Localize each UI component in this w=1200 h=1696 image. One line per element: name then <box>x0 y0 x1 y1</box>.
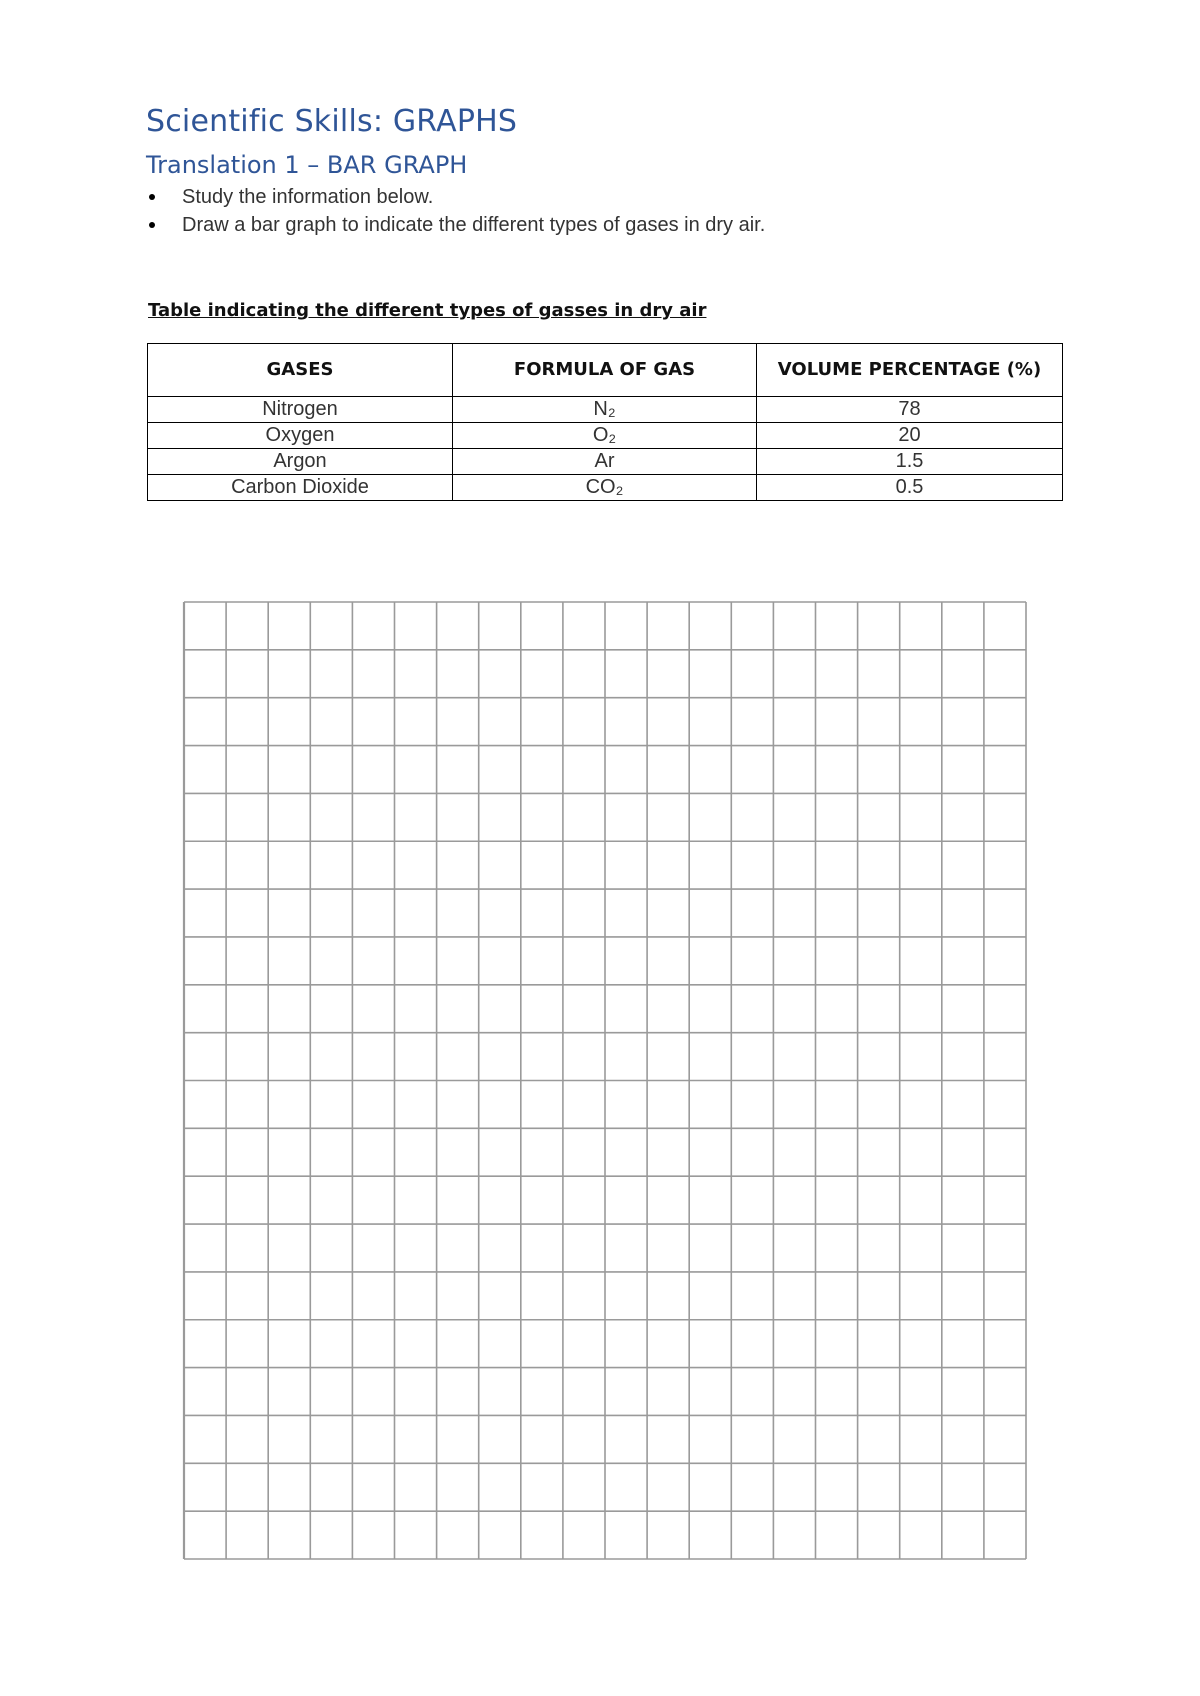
section-subtitle: Translation 1 – BAR GRAPH <box>146 151 468 179</box>
table-row <box>148 449 1063 475</box>
gas-name-cell: Nitrogen <box>148 397 453 423</box>
table-row <box>148 423 1063 449</box>
bullet-icon <box>149 194 155 200</box>
table-caption: Table indicating the different types of gasses in dry air <box>148 300 707 321</box>
gas-formula-cell: Ar <box>453 449 757 475</box>
instruction-text: Study the information below. <box>182 186 434 208</box>
table-header-row <box>148 344 1063 397</box>
column-header-gases: GASES <box>148 344 453 397</box>
gas-volume-cell: 1.5 <box>757 449 1063 475</box>
gas-name-cell: Carbon Dioxide <box>148 475 453 501</box>
graph-paper-grid <box>180 598 1030 1563</box>
gas-volume-cell: 78 <box>757 397 1063 423</box>
bullet-icon <box>149 222 155 228</box>
gas-formula-cell: O₂ <box>453 423 757 449</box>
gas-name-cell: Oxygen <box>148 423 453 449</box>
gas-formula-cell: N₂ <box>453 397 757 423</box>
gas-volume-cell: 0.5 <box>757 475 1063 501</box>
table-row <box>148 475 1063 501</box>
gas-formula-cell: CO₂ <box>453 475 757 501</box>
instruction-item <box>146 186 765 214</box>
instruction-text: Draw a bar graph to indicate the different types of gases in dry air. <box>182 214 766 236</box>
column-header-formula: FORMULA OF GAS <box>453 344 757 397</box>
page-title: Scientific Skills: GRAPHS <box>146 104 518 139</box>
gases-table <box>147 343 1063 501</box>
gas-volume-cell: 20 <box>757 423 1063 449</box>
instruction-item <box>146 214 765 242</box>
column-header-volume: VOLUME PERCENTAGE (%) <box>757 344 1063 397</box>
table-row <box>148 397 1063 423</box>
graph-paper-svg <box>180 598 1030 1563</box>
instruction-list <box>146 186 765 242</box>
gas-name-cell: Argon <box>148 449 453 475</box>
